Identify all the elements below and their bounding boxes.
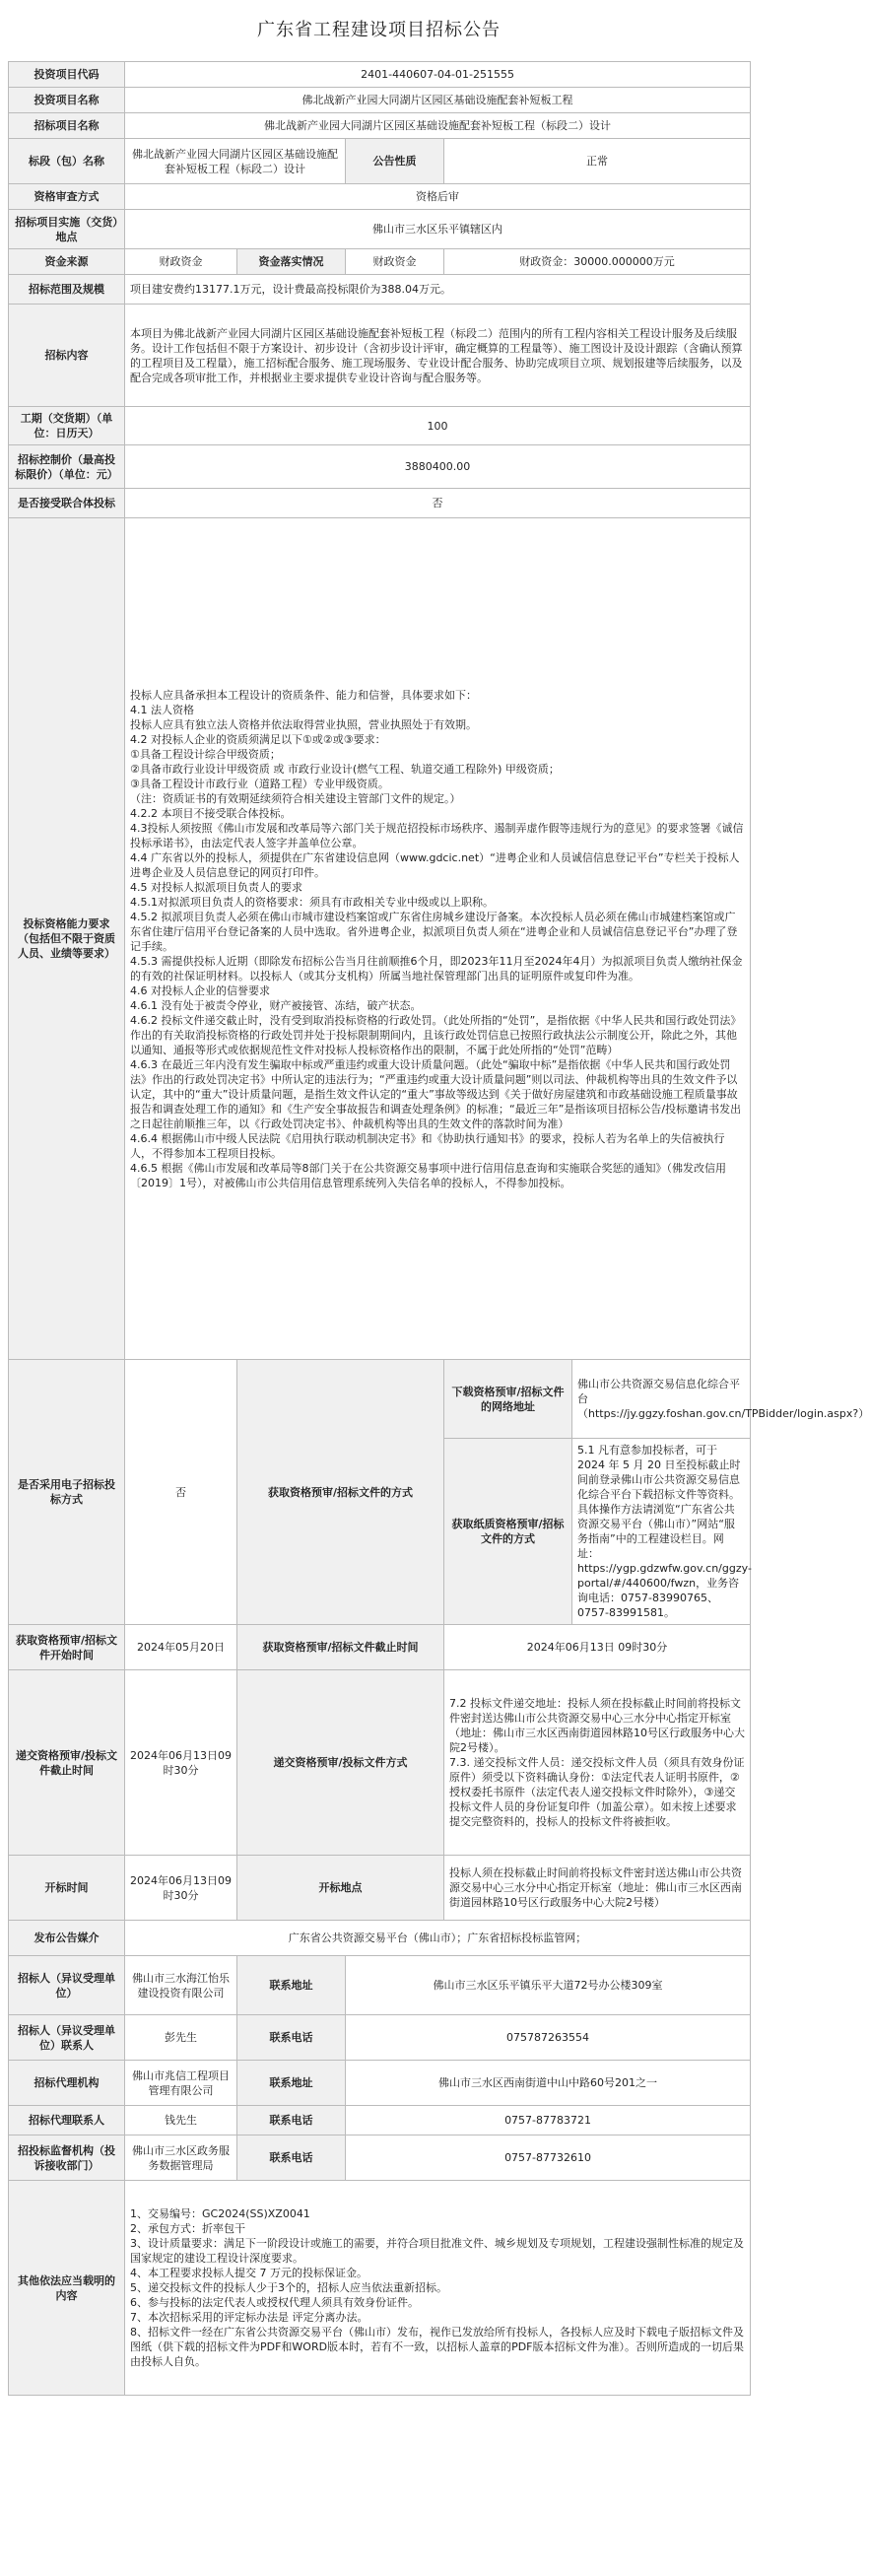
value-agency: 佛山市兆信工程项目管理有限公司 xyxy=(125,2061,237,2106)
value-contact: 彭先生 xyxy=(125,2015,237,2061)
value-location: 佛山市三水区乐平镇辖区内 xyxy=(125,210,751,249)
label-get-start: 获取资格预审/招标文件开始时间 xyxy=(9,1625,125,1670)
label-section-name: 标段（包）名称 xyxy=(9,139,125,184)
row-tender-project-name xyxy=(9,113,751,139)
value-download-url: 佛山市公共资源交易信息化综合平台（https://jy.ggzy.foshan.gov.cn/TPBidder/login.aspx?） xyxy=(572,1360,751,1439)
label-agency-contact: 招标代理联系人 xyxy=(9,2106,125,2135)
value-project-code: 2401-440607-04-01-251555 xyxy=(125,62,751,88)
row-supervisor xyxy=(9,2135,751,2181)
value-submit-deadline: 2024年06月13日09时30分 xyxy=(125,1670,237,1856)
row-contact xyxy=(9,2015,751,2061)
value-tender-project-name: 佛北战新产业园大同湖片区园区基础设施配套补短板工程（标段二）设计 xyxy=(125,113,751,139)
value-open-place: 投标人须在投标截止时间前将投标文件密封送达佛山市公共资源交易中心三水分中心指定开标室（地址：佛山市三水区西南街道园林路10号区行政服务中心大院2号楼） xyxy=(444,1856,751,1921)
value-tenderer: 佛山市三水海江怡乐建设投资有限公司 xyxy=(125,1956,237,2015)
value-review-method: 资格后审 xyxy=(125,184,751,210)
row-agency-contact xyxy=(9,2106,751,2135)
label-get-docs-method: 获取资格预审/招标文件的方式 xyxy=(237,1360,444,1625)
row-joint-bid xyxy=(9,489,751,518)
row-open xyxy=(9,1856,751,1921)
value-agency-address: 佛山市三水区西南街道中山中路60号201之一 xyxy=(346,2061,751,2106)
label-max-price: 招标控制价（最高投标限价）（单位：元） xyxy=(9,445,125,489)
value-supervisor-phone: 0757-87732610 xyxy=(346,2135,751,2181)
label-duration: 工期（交货期）（单位：日历天） xyxy=(9,407,125,445)
label-content: 招标内容 xyxy=(9,305,125,407)
value-open-time: 2024年06月13日09时30分 xyxy=(125,1856,237,1921)
row-electronic-url xyxy=(9,1360,751,1439)
row-tenderer xyxy=(9,1956,751,2015)
row-scope xyxy=(9,275,751,305)
label-open-time: 开标时间 xyxy=(9,1856,125,1921)
label-joint-bid: 是否接受联合体投标 xyxy=(9,489,125,518)
row-project-code xyxy=(9,62,751,88)
row-max-price xyxy=(9,445,751,489)
value-fund-amount-label: 财政资金 xyxy=(346,249,444,275)
page-title: 广东省工程建设项目招标公告 xyxy=(257,20,501,40)
value-content: 本项目为佛北战新产业园大同湖片区园区基础设施配套补短板工程（标段二）范围内的所有工程内容相关工程设计服务及后续服务。设计工作包括但不限于方案设计、初步设计（含初步设计评审，确定概算的工程量等）、施工图设计及设计跟踪（含确认预算的工程项目及工程量），施工招标配合服务、施工现场服务、专业设计配合服务、协助完成项目立项、规划报建等后续服务，以及配合完成各项审批工作，并根据业主要求提供专业设计咨询与配合服务等。 xyxy=(125,305,751,407)
value-max-price: 3880400.00 xyxy=(125,445,751,489)
value-get-end: 2024年06月13日 09时30分 xyxy=(444,1625,751,1670)
value-media: 广东省公共资源交易平台（佛山市）；广东省招标投标监管网； xyxy=(125,1921,751,1956)
value-contact-phone: 075787263554 xyxy=(346,2015,751,2061)
value-project-name: 佛北战新产业园大同湖片区园区基础设施配套补短板工程 xyxy=(125,88,751,113)
label-submit-deadline: 递交资格预审/投标文件截止时间 xyxy=(9,1670,125,1856)
label-qualification: 投标资格能力要求（包括但不限于资质人员、业绩等要求） xyxy=(9,518,125,1360)
value-qualification: 投标人应具备承担本工程设计的资质条件、能力和信誉，具体要求如下： 4.1 法人资格 投标人应具有独立法人资格并依法取得营业执照，营业执照处于有效期。 4.2 对投标人企业的资质须满足以下①或②或③要求： ①具备工程设计综合甲级资质； ②具备市政行业设计甲级资质 或 市政行业设计(燃气工程、轨道交通工程除外) 甲级资质； ③具备工程设计市政行业（道路工程）专业甲级资质。 （注：资质证书的有效期延续须符合相关建设主管部门文件的规定。） 4.2.2 本项目不接受联合体投标。 4.3投标人须按照《佛山市发展和改革局等六部门关于规范招投标市场秩序、遏制弄虚作假等违规行为的意见》的要求签署《诚信投标承诺书》，由法定代表人签字并盖单位公章。 4.4 广东省以外的投标人，须提供在广东省建设信息网（www.gdcic.net）“进粤企业和人员诚信信息登记平台”专栏关于投标人进粤企业及人员信息登记的网页打印件。 4.5 对投标人拟派项目负责人的要求 4.5.1对拟派项目负责人的资格要求：须具有市政相关专业中级或以上职称。 4.5.2 拟派项目负责人必须在佛山市城市建设档案馆或广东省住房城乡建设厅备案。本次投标人员必须在佛山市城建档案馆或广东省住建厅信用平台登记备案的人员中选取。省外进粤企业，拟派项目负责人须在“进粤企业和人员诚信信息登记平台”办理了登记手续。 4.5.3 需提供投标人近期（即除发布招标公告当月往前顺推6个月，即2023年11月至2024年4月）为拟派项目负责人缴纳社保金的有效的社保证明材料。以投标人（或其分支机构）所属当地社保管理部门出具的证明原件或复印件为准。 4.6 对投标人企业的信誉要求 4.6.1 没有处于被责令停业，财产被接管、冻结，破产状态。 4.6.2 投标文件递交截止时，没有受到取消投标资格的行政处罚。（此处所指的“处罚”，是指依据《中华人民共和国行政处罚法》作出的有关取消投标资格的行政处罚并处于投标限制期间内，且该行政处罚信息已按照行政执法公示制度公开，除此之外，其他以通知、通报等形式或依据规范性文件对投标人投标资格作出的限制，不属于此处所指的“处罚”范畴） 4.6.3 在最近三年内没有发生骗取中标或严重违约或重大设计质量问题。（此处“骗取中标”是指依据《中华人民共和国行政处罚法》作出的行政处罚决定书》中所认定的违法行为；“严重违约或重大设计质量问题”则以司法、仲裁机构等出具的生效文件予以认定，其中的“重大”设计质量问题，是指生效文件认定的“重大”事故等级达到《关于做好房屋建筑和市政基础设施工程质量事故报告和调查处理工作的通知》和《生产安全事故报告和调查处理条例》的标准；“最近三年”是指该项目招标公告/投标邀请书发出之日起往前顺推三年，以《行政处罚决定书》、仲裁机构等出具的生效文件的落款时间为准） 4.6.4 根据佛山市中级人民法院《启用执行联动机制决定书》和《协助执行通知书》的要求，投标人若为名单上的失信被执行人，不得参加本工程项目投标。 4.6.5 根据《佛山市发展和改革局等8部门关于在公共资源交易事项中进行信用信息查询和实施联合奖惩的通知》（佛发改信用〔2019〕1号），对被佛山市公共信用信息管理系统列入失信名单的投标人，不得参加投标。 xyxy=(125,518,751,1360)
value-paper-docs: 5.1 凡有意参加投标者，可于 2024 年 5 月 20 日至投标截止时间前登录佛山市公共资源交易信息化综合平台下载招标文件等资料。具体操作方法请浏览“广东省公共资源交易平台（佛山市）”网站“服务指南”中的工程建设栏目。网址：https://ygp.gdzwfw.gov.cn/ggzy-portal/#/440600/fwzn，业务咨询电话：0757-83990765、0757-83991581。 xyxy=(572,1439,751,1625)
row-submit xyxy=(9,1670,751,1856)
row-section xyxy=(9,139,751,184)
label-open-place: 开标地点 xyxy=(237,1856,444,1921)
value-submit-method: 7.2 投标文件递交地址：投标人须在投标截止时间前将投标文件密封送达佛山市公共资源交易中心三水分中心指定开标室（地址：佛山市三水区西南街道园林路10号区行政服务中心大院2号楼）。 7.3. 递交投标文件人员：递交投标文件人员（须具有效身份证原件）须受以下资料确认身份：①法定代表人证明书原件，②授权委托书原件（法定代表人递交投标文件时除外），③递交投标文件人员的身份证复印件（加盖公章）。如未按上述要求提交完整资料的，投标人的投标文件将被拒收。 xyxy=(444,1670,751,1856)
value-duration: 100 xyxy=(125,407,751,445)
value-agency-phone: 0757-87783721 xyxy=(346,2106,751,2135)
row-project-name xyxy=(9,88,751,113)
row-content xyxy=(9,305,751,407)
label-get-end: 获取资格预审/招标文件截止时间 xyxy=(237,1625,444,1670)
label-fund-source: 资金来源 xyxy=(9,249,125,275)
value-fund-source: 财政资金 xyxy=(125,249,237,275)
label-submit-method: 递交资格预审/投标文件方式 xyxy=(237,1670,444,1856)
label-project-name: 投资项目名称 xyxy=(9,88,125,113)
value-tenderer-address: 佛山市三水区乐平镇乐平大道72号办公楼309室 xyxy=(346,1956,751,2015)
label-review-method: 资格审查方式 xyxy=(9,184,125,210)
row-review-method xyxy=(9,184,751,210)
label-tenderer: 招标人（异议受理单位） xyxy=(9,1956,125,2015)
value-fund-amount: 财政资金：30000.000000万元 xyxy=(444,249,751,275)
label-media: 发布公告媒介 xyxy=(9,1921,125,1956)
value-agency-contact: 钱先生 xyxy=(125,2106,237,2135)
label-agency-address: 联系地址 xyxy=(237,2061,346,2106)
label-tender-project-name: 招标项目名称 xyxy=(9,113,125,139)
label-other: 其他依法应当载明的内容 xyxy=(9,2181,125,2396)
label-public-nature: 公告性质 xyxy=(346,139,444,184)
label-contact-phone: 联系电话 xyxy=(237,2015,346,2061)
value-electronic: 否 xyxy=(125,1360,237,1625)
row-get-time xyxy=(9,1625,751,1670)
value-other: 1、交易编号：GC2024(SS)XZ0041 2、承包方式：折率包干 3、设计质量要求：满足下一阶段设计或施工的需要，并符合项目批准文件、城乡规划及专项规划，工程建设强制性标准的规定及国家规定的建设工程设计深度要求。 4、本工程要求投标人提交 7 万元的投标保证金。 5、递交投标文件的投标人少于3个的，招标人应当依法重新招标。 6、参与投标的法定代表人或授权代理人须具有效身份证件。 7、本次招标采用的评定标办法是 评定分离办法。 8、招标文件一经在广东省公共资源交易平台（佛山市）发布，视作已发放给所有投标人，各投标人应及时下载电子版招标文件及图纸（供下载的招标文件为PDF和WORD版本时，若有不一致，以招标人盖章的PDF版本招标文件为准）。否则所造成的一切后果由投标人自负。 xyxy=(125,2181,751,2396)
value-public-nature: 正常 xyxy=(444,139,751,184)
label-agency: 招标代理机构 xyxy=(9,2061,125,2106)
value-joint-bid: 否 xyxy=(125,489,751,518)
label-location: 招标项目实施（交货）地点 xyxy=(9,210,125,249)
row-fund xyxy=(9,249,751,275)
label-contact: 招标人（异议受理单位）联系人 xyxy=(9,2015,125,2061)
row-agency xyxy=(9,2061,751,2106)
row-media xyxy=(9,1921,751,1956)
value-supervisor: 佛山市三水区政务服务数据管理局 xyxy=(125,2135,237,2181)
value-get-start: 2024年05月20日 xyxy=(125,1625,237,1670)
row-duration xyxy=(9,407,751,445)
row-other xyxy=(9,2181,751,2396)
row-qualification xyxy=(9,518,751,1360)
notice-table xyxy=(8,61,869,2396)
label-scope: 招标范围及规模 xyxy=(9,275,125,305)
value-scope: 项目建安费约13177.1万元，设计费最高投标限价为388.04万元。 xyxy=(125,275,751,305)
label-fund-amount: 资金落实情况 xyxy=(237,249,346,275)
label-tenderer-address: 联系地址 xyxy=(237,1956,346,2015)
row-location xyxy=(9,210,751,249)
label-download-url: 下载资格预审/招标文件的网络地址 xyxy=(444,1360,572,1439)
label-project-code: 投资项目代码 xyxy=(9,62,125,88)
label-paper-docs: 获取纸质资格预审/招标文件的方式 xyxy=(444,1439,572,1625)
label-electronic: 是否采用电子招标投标方式 xyxy=(9,1360,125,1625)
label-supervisor: 招投标监督机构（投诉接收部门） xyxy=(9,2135,125,2181)
label-agency-phone: 联系电话 xyxy=(237,2106,346,2135)
value-section-name: 佛北战新产业园大同湖片区园区基础设施配套补短板工程（标段二）设计 xyxy=(125,139,346,184)
label-supervisor-phone: 联系电话 xyxy=(237,2135,346,2181)
